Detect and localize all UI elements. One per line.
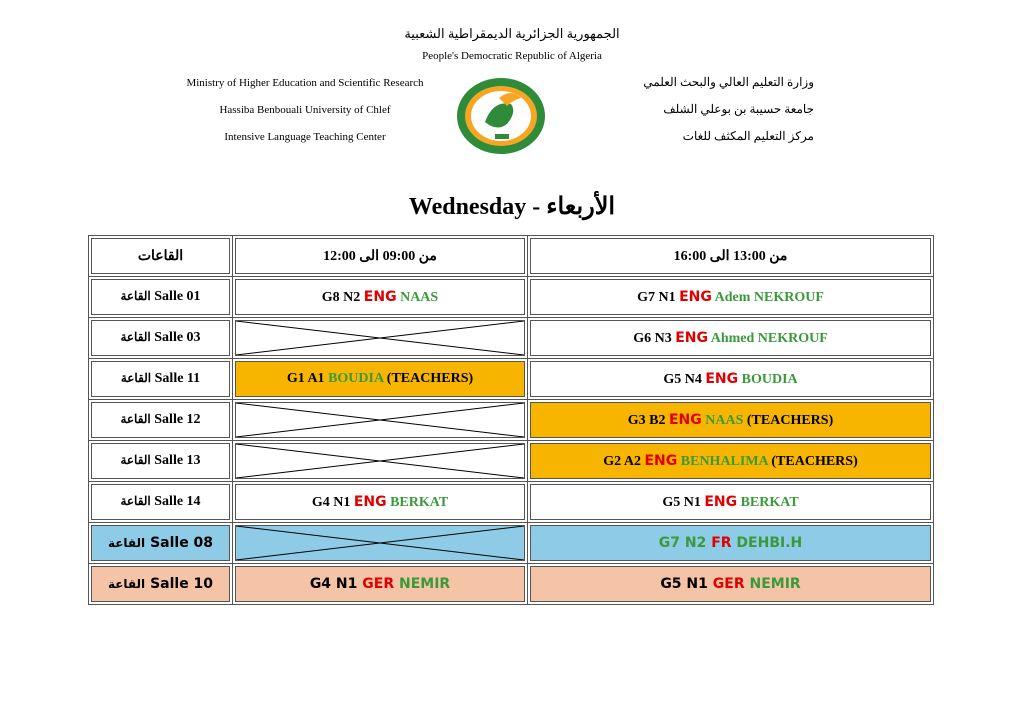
group-code: G5 N4 xyxy=(663,371,702,387)
schedule-table xyxy=(88,235,934,605)
empty-slot xyxy=(233,441,528,482)
teacher-name: BOUDIA xyxy=(328,371,384,386)
language-code: ENG xyxy=(363,288,397,305)
room-cell xyxy=(89,277,233,318)
room-name: Salle 14 xyxy=(154,494,201,509)
room-name: Salle 10 xyxy=(150,576,214,592)
teacher-name: NEMIR xyxy=(749,576,801,592)
language-code: ENG xyxy=(353,493,387,510)
empty-slot xyxy=(233,523,528,564)
afternoon-session xyxy=(528,277,934,318)
language-code: ENG xyxy=(675,329,708,346)
room-cell xyxy=(89,441,233,482)
table-row xyxy=(89,400,934,441)
room-ar: القاعة xyxy=(120,494,151,508)
room-name: Salle 12 xyxy=(154,412,201,427)
rooms-header: القاعات xyxy=(89,236,233,277)
room-ar: القاعة xyxy=(120,371,152,385)
room-ar: القاعة xyxy=(120,412,151,426)
room-name: Salle 03 xyxy=(154,330,201,345)
ministry-ar: وزارة التعليم العالي والبحث العلمي xyxy=(643,75,814,89)
language-code: ENG xyxy=(704,493,738,510)
center-ar: مركز التعليم المكثف للغات xyxy=(682,129,814,143)
language-code: GER xyxy=(362,576,395,592)
teacher-name: NEMIR xyxy=(398,576,451,592)
afternoon-session xyxy=(528,400,934,441)
room-ar: القاعة xyxy=(120,453,151,467)
room-name: Salle 01 xyxy=(154,289,201,304)
ministry-en: Ministry of Higher Education and Scientific Research xyxy=(186,77,424,89)
teacher-name: NAAS xyxy=(705,412,744,428)
afternoon-session xyxy=(528,523,934,564)
table-row xyxy=(89,523,934,564)
empty-slot xyxy=(233,318,528,359)
room-cell xyxy=(89,318,233,359)
arabic-republic-title: الجمهورية الجزائرية الديمقراطية الشعبية xyxy=(404,26,620,41)
group-code: G2 A2 xyxy=(603,453,641,469)
afternoon-session xyxy=(528,318,934,359)
language-code: ENG xyxy=(705,370,739,387)
right-header-lines xyxy=(574,75,814,156)
audience-note: (TEACHERS) xyxy=(386,371,474,386)
teacher-name: BOUDIA xyxy=(741,371,798,387)
teacher-name: NAAS xyxy=(400,289,439,305)
room-name: Salle 08 xyxy=(150,535,214,551)
afternoon-session xyxy=(528,359,934,400)
language-code: FR xyxy=(711,535,732,551)
day-title: Wednesday - الأربعاء xyxy=(408,194,616,220)
teacher-name: BERKAT xyxy=(740,494,799,510)
teacher-name: DEHBI.H xyxy=(736,535,803,551)
room-ar: القاعة xyxy=(120,289,151,303)
morning-session xyxy=(233,277,528,318)
room-cell xyxy=(89,564,233,605)
group-code: G3 B2 xyxy=(627,412,666,428)
group-code: G1 A1 xyxy=(286,371,325,386)
table-row xyxy=(89,318,934,359)
university-en: Hassiba Benbouali University of Chlef xyxy=(219,104,391,116)
morning-session xyxy=(233,564,528,605)
language-code: ENG xyxy=(644,452,678,469)
afternoon-session xyxy=(528,564,934,605)
morning-header: من 09:00 الى 12:00 xyxy=(233,236,528,277)
group-code: G6 N3 xyxy=(633,330,672,346)
table-row xyxy=(89,564,934,605)
room-cell xyxy=(89,523,233,564)
header-row xyxy=(89,236,934,277)
cross-out-icon xyxy=(236,444,524,478)
university-ar: جامعة حسيبة بن بوعلي الشلف xyxy=(663,102,814,116)
group-code: G7 N1 xyxy=(637,289,676,305)
room-ar: القاعة xyxy=(107,577,146,591)
language-code: ENG xyxy=(668,411,702,428)
table-row xyxy=(89,482,934,523)
teacher-name: BERKAT xyxy=(390,494,449,510)
table-row xyxy=(89,277,934,318)
cross-out-icon xyxy=(236,321,524,355)
audience-note: (TEACHERS) xyxy=(771,453,858,469)
afternoon-header: من 13:00 الى 16:00 xyxy=(528,236,934,277)
room-ar: القاعة xyxy=(120,330,151,344)
room-cell xyxy=(89,400,233,441)
group-code: G5 N1 xyxy=(660,576,708,592)
group-code: G7 N2 xyxy=(658,535,707,551)
morning-session xyxy=(233,482,528,523)
room-cell xyxy=(89,482,233,523)
room-name: Salle 11 xyxy=(154,371,201,386)
center-en: Intensive Language Teaching Center xyxy=(224,131,386,143)
left-header-lines xyxy=(170,77,440,158)
language-code: GER xyxy=(712,576,745,592)
cross-out-icon xyxy=(236,526,524,560)
table-row xyxy=(89,441,934,482)
afternoon-session xyxy=(528,441,934,482)
room-ar: القاعة xyxy=(107,536,146,550)
audience-note: (TEACHERS) xyxy=(746,412,834,428)
group-code: G8 N2 xyxy=(321,289,361,305)
university-logo xyxy=(455,76,547,156)
cross-out-icon xyxy=(236,403,524,437)
morning-session xyxy=(233,359,528,400)
group-code: G4 N1 xyxy=(309,576,358,592)
afternoon-session xyxy=(528,482,934,523)
room-name: Salle 13 xyxy=(154,453,201,468)
teacher-name: Ahmed NEKROUF xyxy=(710,330,828,346)
teacher-name: Adem NEKROUF xyxy=(714,289,824,305)
language-code: ENG xyxy=(679,288,712,305)
table-row xyxy=(89,359,934,400)
teacher-name: BENHALIMA xyxy=(680,453,768,469)
group-code: G5 N1 xyxy=(662,494,701,510)
room-cell xyxy=(89,359,233,400)
english-republic-title: People's Democratic Republic of Algeria xyxy=(422,50,602,62)
group-code: G4 N1 xyxy=(311,494,351,510)
empty-slot xyxy=(233,400,528,441)
